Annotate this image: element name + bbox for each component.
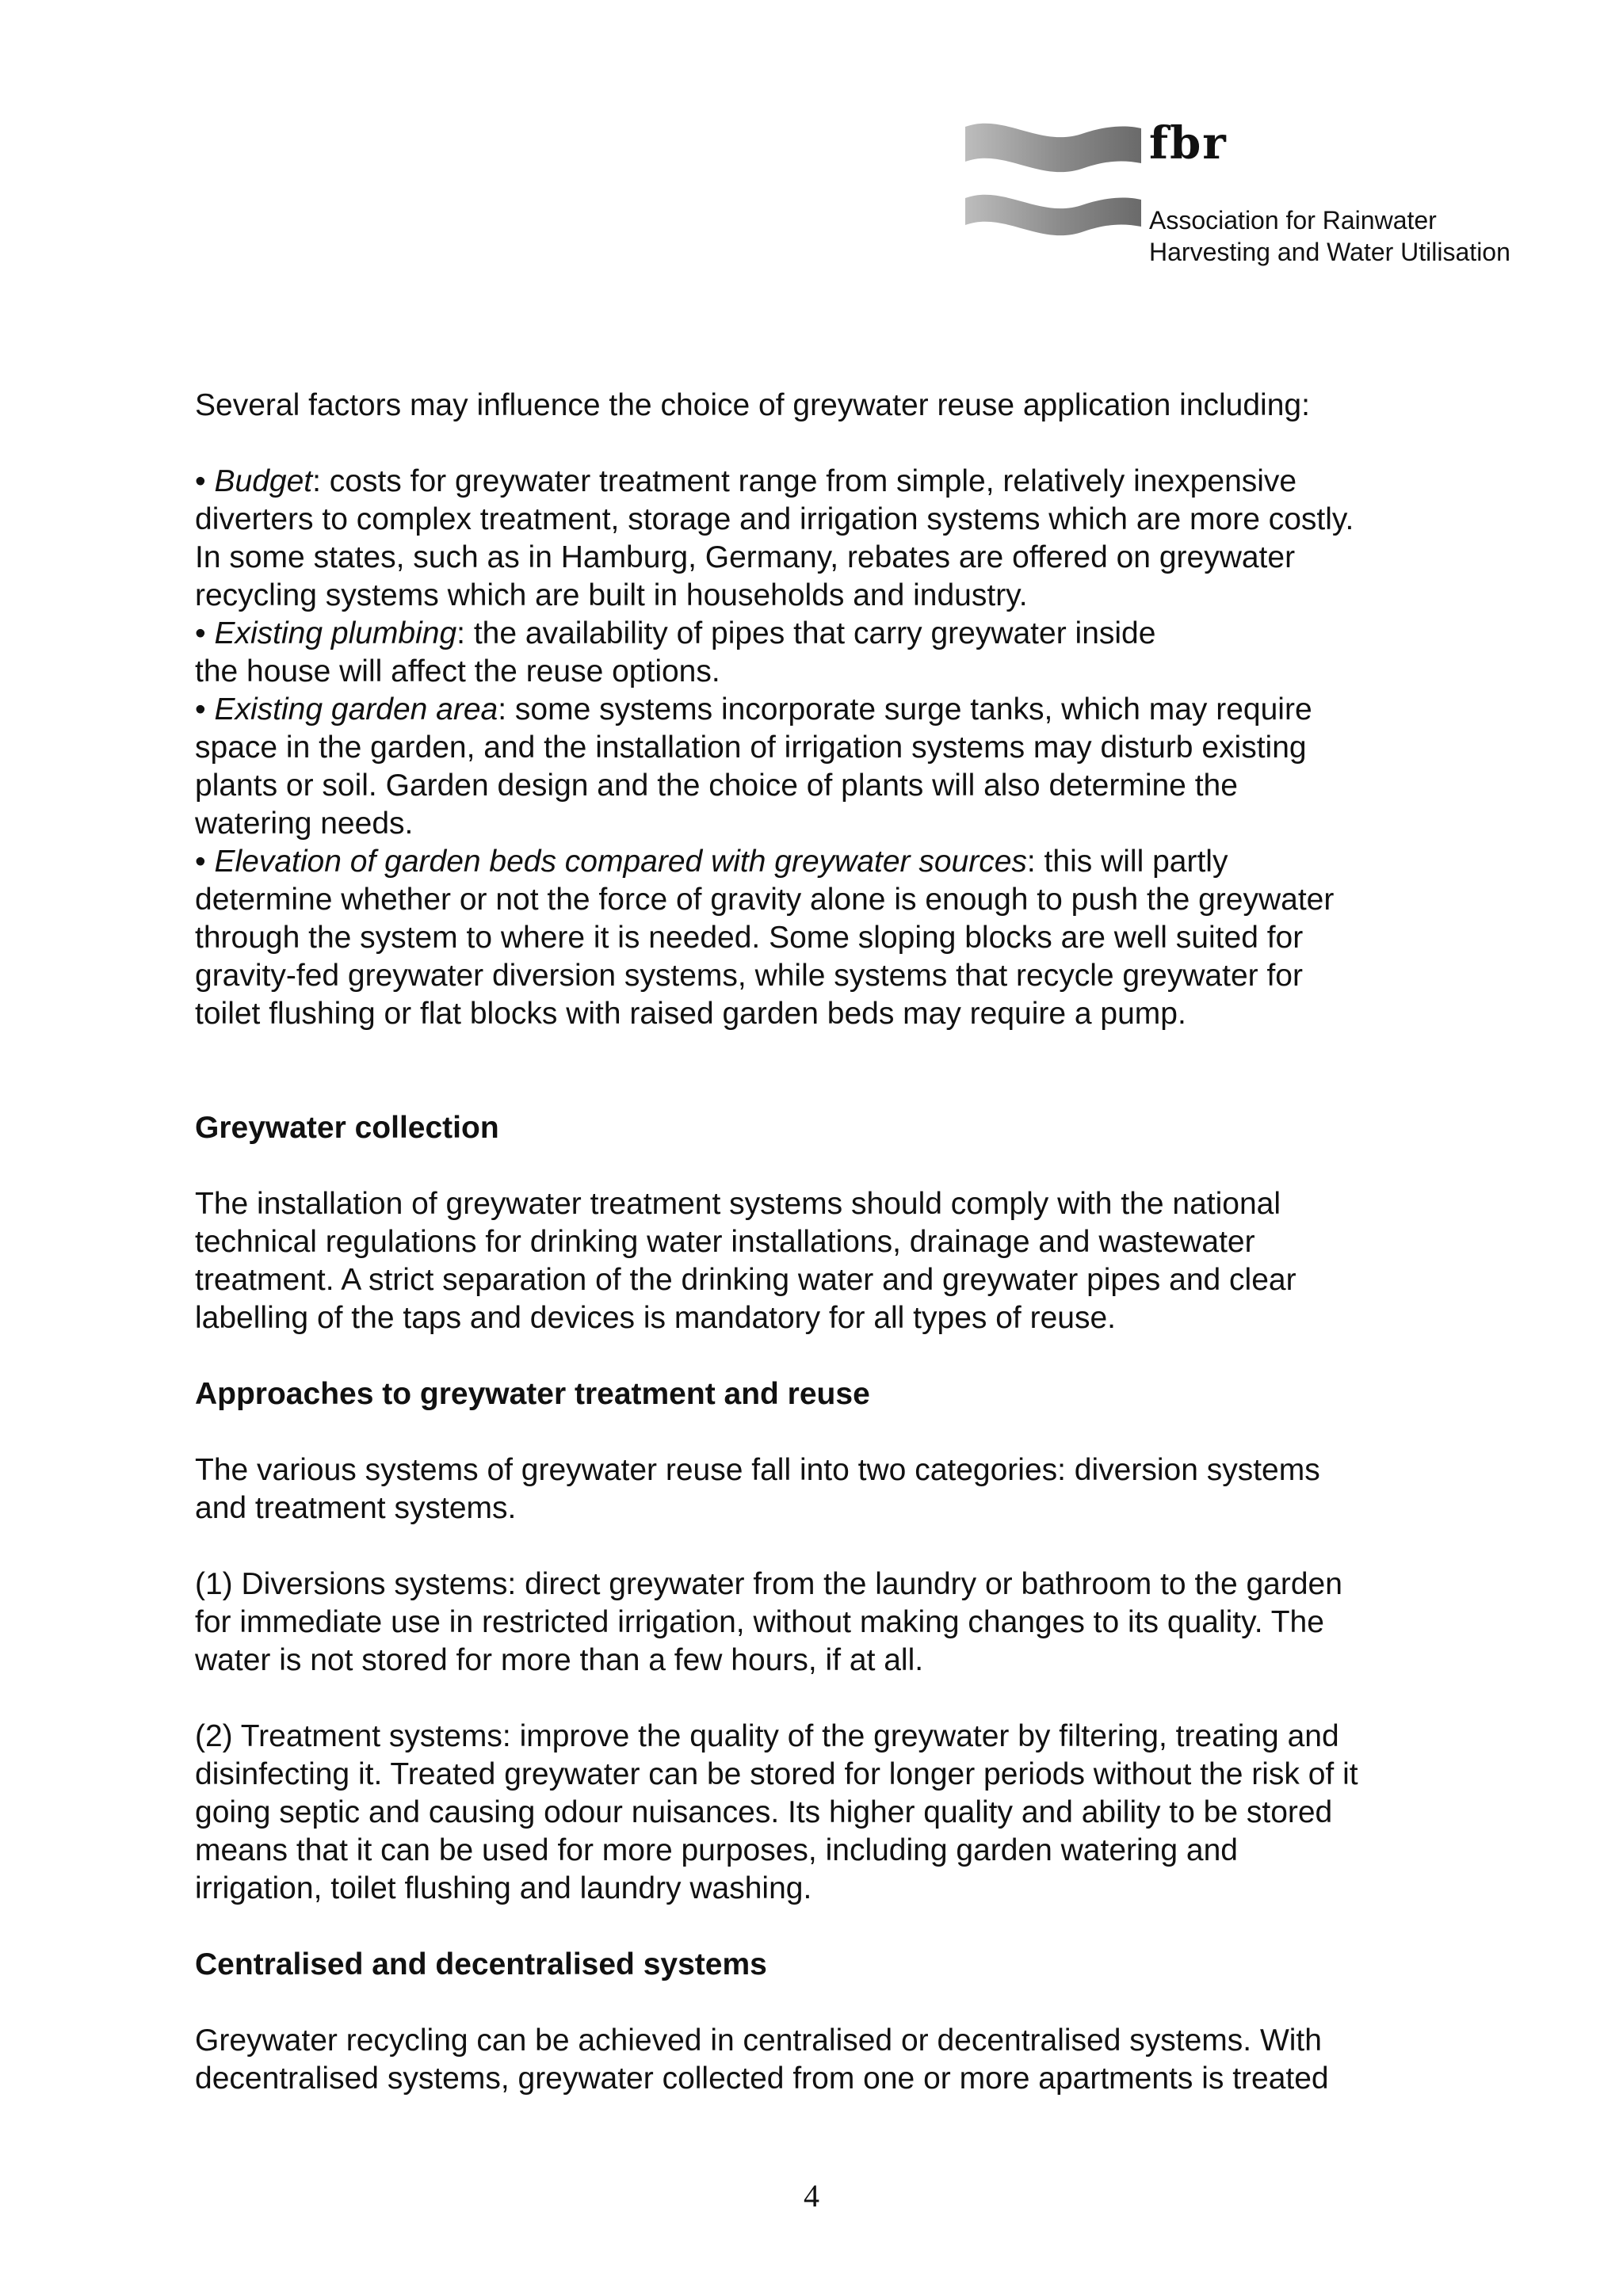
section-heading-approaches: Approaches to greywater treatment and reuse: [195, 1377, 870, 1411]
factor-budget: • Budget: costs for greywater treatment range from simple, relatively inexpensive diverters to complex treatment, storage and irrigation systems which are more costly. In some states, such as in Hamburg, Germany, rebates are offered on greywater recycling systems which are built in households and industry.: [195, 464, 1354, 612]
section-heading-collection: Greywater collection: [195, 1111, 499, 1145]
factor-plumbing: • Existing plumbing: the availability of pipes that carry greywater inside the house will affect the reuse options.: [195, 616, 1156, 688]
section-heading-centralised: Centralised and decentralised systems: [195, 1947, 767, 1981]
logo-tagline-line2: Harvesting and Water Utilisation: [1149, 238, 1510, 266]
logo-tagline: [1149, 204, 1510, 268]
factor-plumbing-term: Existing plumbing: [214, 616, 457, 650]
document-body: [195, 387, 1463, 2098]
factor-garden-term: Existing garden area: [214, 692, 498, 727]
logo-tagline-line1: Association for Rainwater: [1149, 206, 1437, 235]
water-waves-icon: [965, 111, 1141, 261]
collection-paragraph: The installation of greywater treatment systems should comply with the national technical regulations for drinking water installations, drainage and wastewater treatment. A strict separation of the drinking water and greywater pipes and clear labelling of the taps and devices is mandatory for all types of reuse.: [195, 1187, 1296, 1335]
page-number: 4: [804, 2178, 819, 2214]
factor-garden: • Existing garden area: some systems incorporate surge tanks, which may require space in the garden, and the installation of irrigation systems may disturb existing plants or soil. Garden design and the choice of plants will also determine the watering needs.: [195, 692, 1312, 841]
approaches-intro-paragraph: The various systems of greywater reuse fall into two categories: diversion systems and treatment systems.: [195, 1453, 1320, 1525]
header-logo: [965, 111, 1583, 277]
factor-elevation-term: Elevation of garden beds compared with greywater sources: [214, 845, 1027, 879]
logo-name: fbr: [1149, 117, 1228, 170]
intro-paragraph: Several factors may influence the choice of greywater reuse application including:: [195, 388, 1310, 422]
treatment-systems-paragraph: (2) Treatment systems: improve the quality of the greywater by filtering, treating and disinfecting it. Treated greywater can be stored for longer periods without the risk of it going septic and causing odour nuisances. Its higher quality and ability to be stored means that it can be used for more purposes, including garden watering and irrigation, toilet flushing and laundry washing.: [195, 1719, 1358, 1905]
factor-budget-term: Budget: [214, 464, 313, 498]
centralised-paragraph: Greywater recycling can be achieved in centralised or decentralised systems. With decentralised systems, greywater collected from one or more apartments is treated: [195, 2023, 1329, 2096]
factor-elevation: • Elevation of garden beds compared with greywater sources: this will partly determine whether or not the force of gravity alone is enough to push the greywater through the system to where it is needed. Some sloping blocks are well suited for gravity-fed greywater diversion systems, while systems that recycle greywater for toilet flushing or flat blocks with raised garden beds may require a pump.: [195, 845, 1335, 1031]
diversion-systems-paragraph: (1) Diversions systems: direct greywater from the laundry or bathroom to the garden for immediate use in restricted irrigation, without making changes to its quality. The water is not stored for more than a few hours, if at all.: [195, 1567, 1342, 1677]
